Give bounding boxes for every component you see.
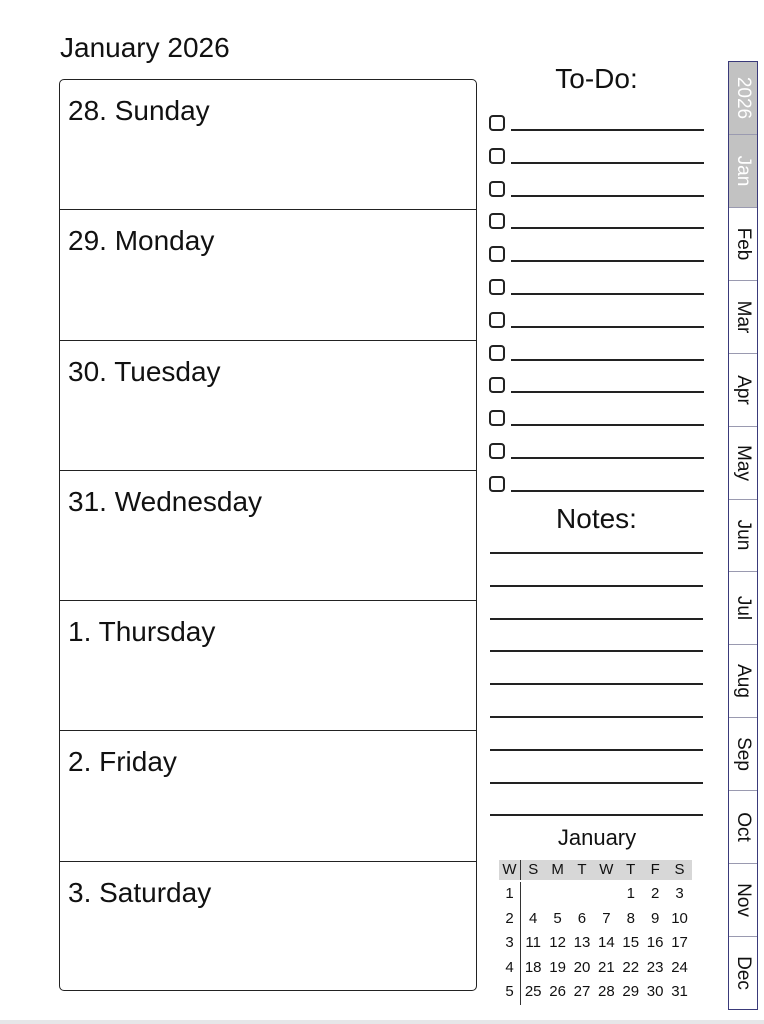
todo-line[interactable] [511, 391, 704, 393]
notes-area [490, 552, 703, 847]
day-number: 11 [525, 934, 541, 952]
todo-line[interactable] [511, 457, 704, 459]
todo-item [489, 145, 704, 178]
day-number [594, 882, 618, 907]
todo-line[interactable] [511, 162, 704, 164]
todo-item [489, 178, 704, 211]
tab-feb[interactable] [729, 208, 757, 281]
day-number: 21 [598, 958, 615, 976]
todo-list [489, 112, 704, 506]
checkbox[interactable] [489, 181, 505, 197]
tab-sep[interactable] [729, 718, 757, 791]
notes-title: Notes: [556, 503, 637, 534]
note-line[interactable] [490, 650, 703, 683]
day-label: 29. Monday [68, 225, 215, 257]
day-number: 2 [650, 885, 660, 902]
tab-label: Sep [733, 737, 754, 772]
tab-may[interactable] [729, 427, 757, 500]
day-label: 3. Saturday [68, 876, 212, 908]
todo-line[interactable] [511, 490, 704, 492]
day-number: 5 [553, 909, 562, 927]
day-number: 23 [646, 958, 664, 976]
day-number: 28 [598, 983, 615, 1001]
tab-oct[interactable] [729, 791, 757, 864]
day-number: 4 [529, 909, 538, 927]
tab-jan[interactable] [729, 135, 757, 208]
note-line[interactable] [490, 782, 703, 815]
day-number: 19 [549, 958, 566, 976]
day-box[interactable] [60, 471, 476, 601]
mini-calendar-title: January [557, 825, 637, 850]
mini-calendar-header [499, 860, 692, 880]
todo-line[interactable] [511, 129, 704, 131]
tab-aug[interactable] [729, 645, 757, 718]
day-box[interactable] [60, 210, 476, 340]
day-number: 26 [549, 983, 566, 1001]
weekday-header: F [643, 860, 667, 880]
mini-calendar-row [499, 931, 692, 956]
checkbox[interactable] [489, 410, 505, 426]
todo-line[interactable] [511, 260, 704, 262]
mini-calendar-row [499, 980, 692, 1005]
week-number: 1 [499, 882, 521, 907]
tab-jun[interactable] [729, 500, 757, 573]
day-number: 31 [671, 983, 688, 1001]
note-line[interactable] [490, 618, 703, 651]
day-number: 20 [573, 958, 591, 976]
day-number [570, 882, 594, 907]
checkbox[interactable] [489, 345, 505, 361]
weekday-header: T [619, 860, 643, 880]
day-number: 24 [671, 958, 688, 976]
mini-calendar-row [499, 907, 692, 932]
day-number: 3 [675, 885, 684, 902]
tab-label: Jan [733, 155, 754, 187]
mini-calendar-row [499, 956, 692, 981]
checkbox[interactable] [489, 312, 505, 328]
day-label: 28. Sunday [68, 95, 210, 126]
day-label: 1. Thursday [68, 616, 216, 648]
day-number: 13 [573, 934, 591, 952]
day-number: 6 [577, 909, 587, 927]
tab-label: Mar [733, 300, 754, 334]
note-line[interactable] [490, 585, 703, 618]
checkbox[interactable] [489, 443, 505, 459]
tab-label: Apr [733, 374, 754, 405]
day-number: 16 [646, 934, 664, 952]
page-title: January 2026 [60, 32, 230, 63]
day-number [545, 882, 569, 907]
todo-line[interactable] [511, 227, 704, 229]
day-number: 14 [598, 934, 615, 952]
day-number: 27 [573, 983, 591, 1001]
todo-item [489, 473, 704, 506]
weekday-header: S [667, 860, 691, 880]
day-box[interactable] [60, 862, 476, 992]
week-header: W [499, 860, 521, 880]
tab-label: Jun [733, 520, 754, 551]
weekday-header: S [521, 860, 545, 880]
day-number: 1 [626, 885, 635, 902]
checkbox[interactable] [489, 246, 505, 262]
mini-calendar [499, 860, 692, 1005]
todo-line[interactable] [511, 424, 704, 426]
todo-item [489, 309, 704, 342]
tab-nov[interactable] [729, 864, 757, 937]
checkbox[interactable] [489, 148, 505, 164]
day-number: 8 [626, 909, 635, 927]
week-number: 5 [499, 980, 521, 1005]
tab-label: Jul [733, 596, 754, 621]
weekday-header: T [570, 860, 594, 880]
day-number: 12 [549, 934, 566, 952]
tab-label: May [733, 444, 754, 481]
week-number: 3 [499, 931, 521, 956]
tab-dec[interactable] [729, 937, 757, 1009]
day-box[interactable] [60, 80, 476, 210]
day-box[interactable] [60, 601, 476, 731]
day-number: 7 [602, 909, 611, 927]
day-number: 29 [622, 983, 640, 1001]
checkbox[interactable] [489, 377, 505, 393]
checkbox[interactable] [489, 213, 505, 229]
day-number: 25 [524, 983, 542, 1001]
tab-apr[interactable] [729, 354, 757, 427]
checkbox[interactable] [489, 115, 505, 131]
day-number: 18 [524, 958, 542, 976]
todo-item [489, 342, 704, 375]
note-line[interactable] [490, 749, 703, 782]
note-line[interactable] [490, 683, 703, 716]
todo-item [489, 243, 704, 276]
bottom-strip [0, 1020, 764, 1024]
todo-item [489, 374, 704, 407]
day-box[interactable] [60, 731, 476, 861]
checkbox[interactable] [489, 279, 505, 295]
day-number [521, 882, 545, 907]
day-number: 17 [671, 934, 688, 952]
tab-mar[interactable] [729, 281, 757, 354]
tab-jul[interactable] [729, 572, 757, 645]
todo-item [489, 112, 704, 145]
month-tabs [728, 61, 758, 1010]
todo-line[interactable] [511, 326, 704, 328]
todo-line[interactable] [511, 195, 704, 197]
day-number: 22 [622, 958, 640, 976]
day-number: 9 [650, 909, 660, 927]
day-label: 2. Friday [68, 746, 177, 778]
todo-item [489, 440, 704, 473]
weekday-header: W [594, 860, 618, 880]
day-box[interactable] [60, 341, 476, 471]
day-number: 10 [671, 909, 688, 927]
week-number: 4 [499, 956, 521, 981]
day-label: 31. Wednesday [68, 485, 263, 517]
day-number: 30 [646, 983, 664, 1001]
todo-item [489, 276, 704, 309]
tab-label: Aug [733, 664, 754, 699]
todo-line[interactable] [511, 359, 704, 361]
week-number: 2 [499, 907, 521, 932]
checkbox[interactable] [489, 476, 505, 492]
tab-2026[interactable] [729, 62, 757, 135]
day-column [59, 79, 477, 991]
day-label: 30. Tuesday [68, 355, 221, 387]
note-line[interactable] [490, 716, 703, 749]
weekday-header: M [545, 860, 569, 880]
todo-title: To-Do: [555, 63, 638, 94]
note-line[interactable] [490, 552, 703, 585]
todo-item [489, 210, 704, 243]
tab-label: Oct [733, 812, 754, 842]
tab-label: Feb [733, 227, 754, 261]
todo-line[interactable] [511, 293, 704, 295]
tab-label: Nov [733, 883, 754, 917]
mini-calendar-row [499, 882, 692, 907]
todo-item [489, 407, 704, 440]
tab-label: 2026 [733, 76, 754, 120]
tab-label: Dec [733, 956, 754, 990]
day-number: 15 [622, 934, 640, 952]
